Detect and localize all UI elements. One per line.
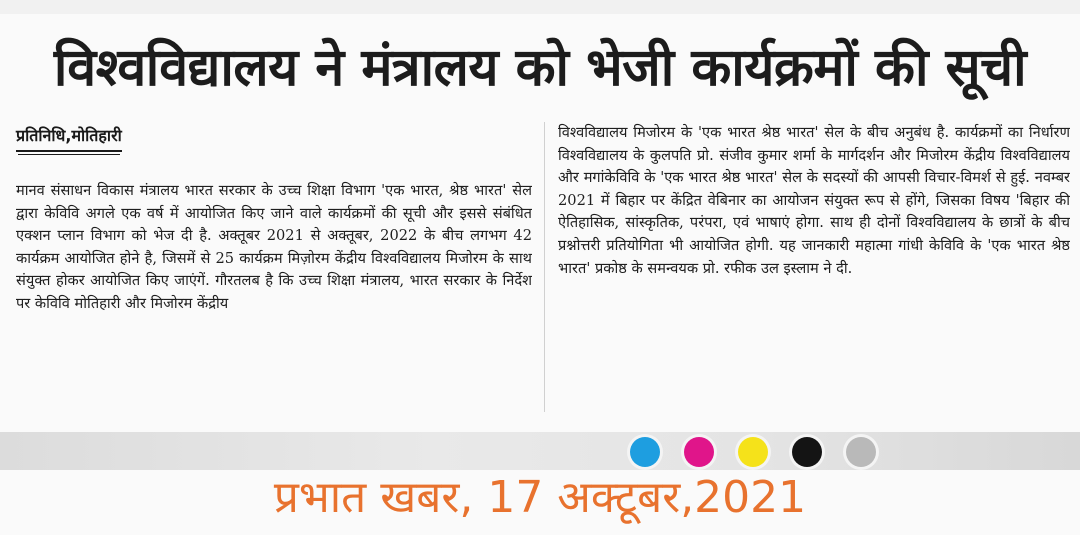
registration-mark-swatch — [630, 437, 660, 467]
print-registration-marks — [630, 436, 920, 468]
cropped-previous-article-strip — [0, 0, 1080, 14]
registration-mark-swatch — [738, 437, 768, 467]
article-column-right: विश्वविद्यालय मिजोरम के 'एक भारत श्रेष्ठ भारत' सेल के बीच अनुबंध है. कार्यक्रमों का निर्धारण विश्वविद्यालय के कुलपति प्रो. संजीव कुमार शर्मा के मार्गदर्शन और मिजोरम केंद्रीय विश्वविद्यालय और मगांकेविवि के 'एक भारत श्रेष्ठ भारत' सेल के सदस्यों की आपसी विचार-विमर्श से हुई. नवम्बर 2021 में बिहार पर केंद्रित वेबिनार का आयोजन संयुक्त रूप से होंगे, जिसका विषय 'बिहार की ऐतिहासिक, सांस्कृतिक, परंपरा, एवं भाषाएं होगा. साथ ही दोनों विश्वविद्यालय के छात्रों के बीच प्रश्नोत्तरी प्रतियोगिता भी आयोजित होगी. यह जानकारी महात्मा गांधी केविवि के 'एक भारत श्रेष्ठ भारत' प्रकोष्ठ के समन्वयक प्रो. रफीक उल इस्लाम ने दी. — [558, 124, 1070, 277]
article-headline: विश्वविद्यालय ने मंत्रालय को भेजी कार्यक्रमों की सूची — [53, 38, 1027, 98]
registration-mark-swatch — [792, 437, 822, 467]
source-caption: प्रभात खबर, 17 अक्टूबर,2021 — [273, 472, 807, 523]
article-byline: प्रतिनिधि,मोतिहारी — [16, 124, 122, 152]
registration-mark-swatch — [684, 437, 714, 467]
registration-mark-swatch — [846, 437, 876, 467]
column-divider — [544, 122, 545, 412]
article-column-left: मानव संसाधन विकास मंत्रालय भारत सरकार के उच्च शिक्षा विभाग 'एक भारत, श्रेष्ठ भारत' सेल द्वारा केविवि अगले एक वर्ष में आयोजित किए जाने वाले कार्यक्रमों की सूची और इससे संबंधित एक्शन प्लान विभाग को भेज दी है. अक्तूबर 2021 से अक्तूबर, 2022 के बीच लगभग 42 कार्यक्रम आयोजित होने है, जिसमें से 25 कार्यक्रम मिज़ोरम केंद्रीय विश्वविद्यालय मिजोरम के साथ संयुक्त होकर आयोजित किए जाएंगें. गौरतलब है कि उच्च शिक्षा मंत्रालय, भारत सरकार के निर्देश पर केविवि मोतिहारी और मिजोरम केंद्रीय — [16, 182, 532, 312]
